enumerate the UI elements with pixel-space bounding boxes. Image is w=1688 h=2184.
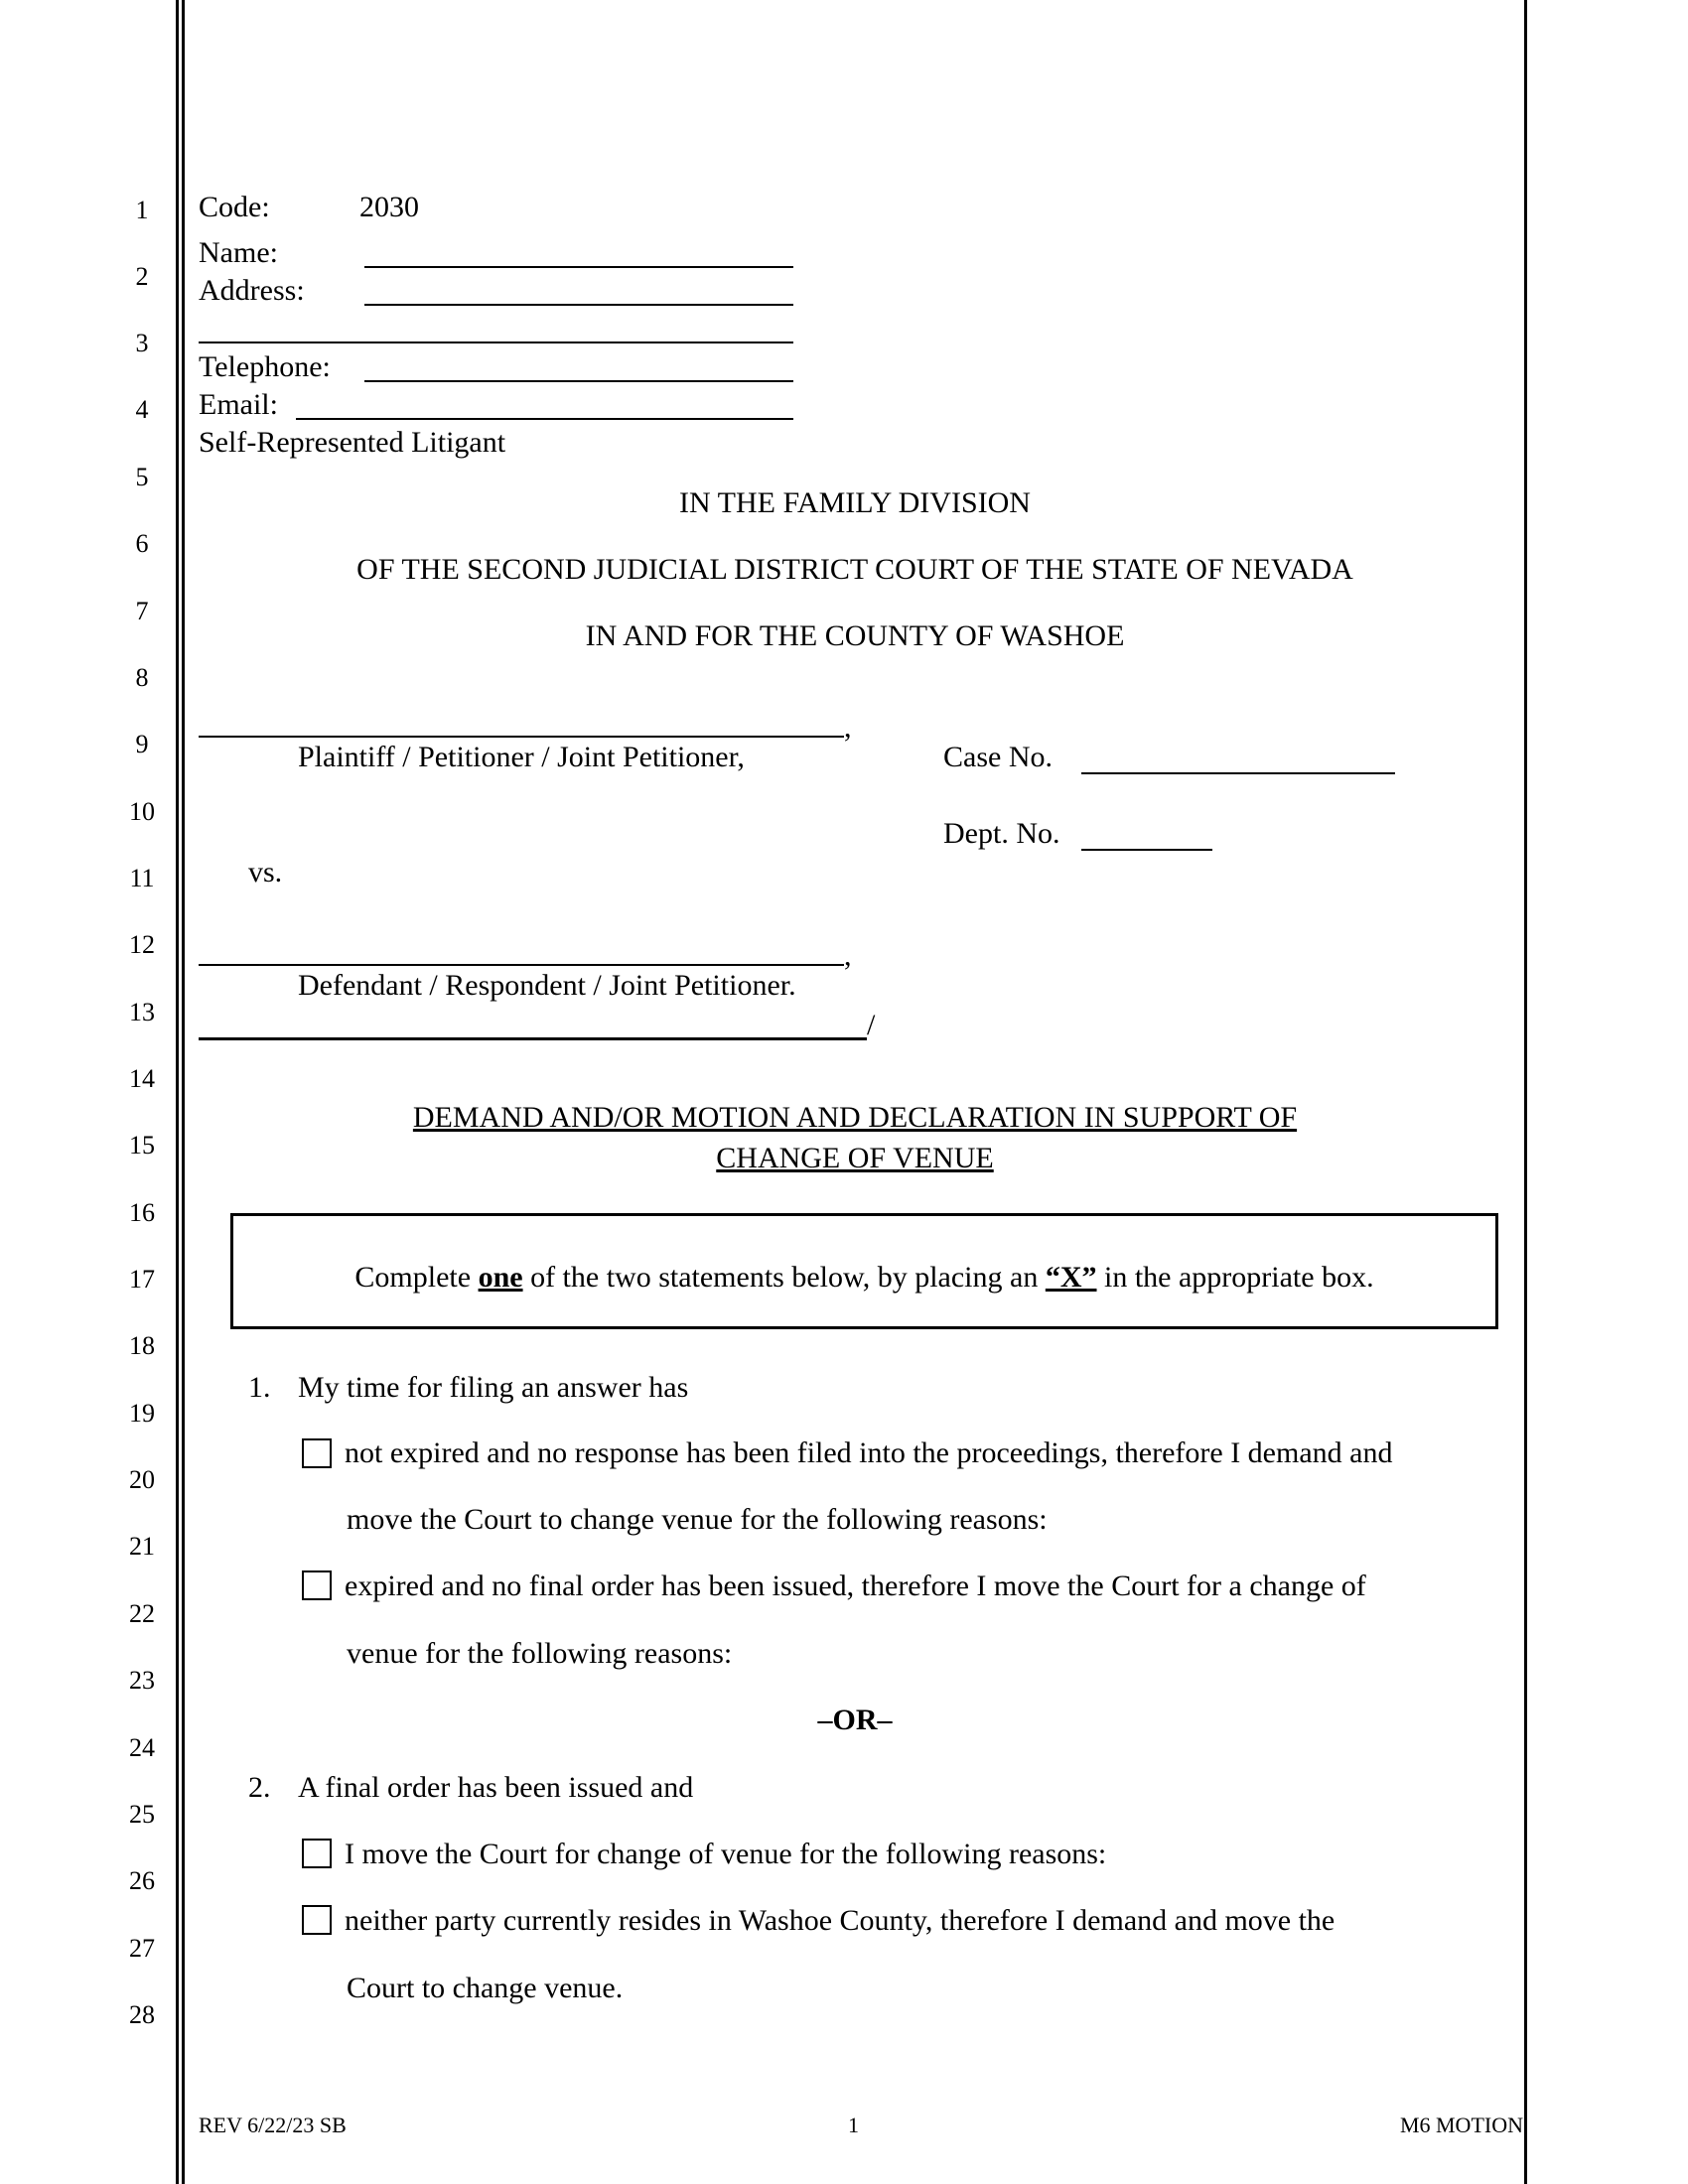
code-value: 2030 (359, 191, 419, 223)
address-field[interactable] (364, 304, 793, 306)
right-margin-rule (1524, 0, 1527, 2184)
address-label: Address: (199, 274, 305, 307)
line-number: 14 (129, 1064, 155, 1093)
statement2-number: 2. (248, 1771, 271, 1804)
statement2-option-b-checkbox[interactable] (302, 1905, 332, 1935)
line-number: 15 (129, 1131, 155, 1160)
defendant-comma: , (844, 939, 852, 972)
or-divider-text: –OR– (817, 1704, 893, 1736)
line-number: 10 (129, 797, 155, 826)
line-number: 18 (129, 1331, 155, 1360)
instruction-emphasis-one: one (478, 1261, 523, 1294)
name-field[interactable] (364, 266, 793, 268)
instruction-part1: Complete (354, 1261, 479, 1294)
versus-label: vs. (248, 856, 283, 888)
footer-revision: REV 6/22/23 SB (199, 2113, 347, 2137)
line-number: 25 (129, 1800, 155, 1829)
case-no-label: Case No. (943, 741, 1053, 773)
caption-slash: / (867, 1009, 876, 1041)
statement2-text: A final order has been issued and (298, 1771, 694, 1804)
statement1-number: 1. (248, 1371, 271, 1404)
line-number: 5 (135, 463, 149, 491)
statement1-text: My time for filing an answer has (298, 1371, 689, 1404)
statement1-option-b-line2: venue for the following reasons: (347, 1637, 733, 1670)
case-no-field[interactable] (1081, 772, 1395, 774)
dept-no-field[interactable] (1081, 849, 1212, 851)
email-label: Email: (199, 388, 278, 421)
footer-form-id: M6 MOTION (1399, 2113, 1523, 2137)
code-label: Code: (199, 191, 270, 223)
footer-page-number: 1 (848, 2113, 859, 2137)
litigant-label: Self-Represented Litigant (199, 426, 506, 459)
instruction-emphasis-x: “X” (1045, 1261, 1097, 1294)
document-title-line1: DEMAND AND/OR MOTION AND DECLARATION IN SUPPORT OF (412, 1101, 1298, 1134)
line-number: 1 (135, 196, 149, 224)
line-number: 6 (135, 529, 149, 558)
line-number: 12 (129, 930, 155, 959)
left-margin-rule-inner (182, 0, 185, 2184)
instruction-part3: in the appropriate box. (1096, 1261, 1374, 1294)
plaintiff-comma: , (844, 711, 852, 744)
left-margin-rule-outer (176, 0, 179, 2184)
address-field-line2[interactable] (199, 341, 793, 343)
line-number: 9 (135, 730, 149, 758)
line-number: 27 (129, 1934, 155, 1963)
plaintiff-name-field[interactable] (199, 736, 844, 738)
line-number: 22 (129, 1599, 155, 1628)
document-title-line2: CHANGE OF VENUE (716, 1142, 994, 1174)
name-label: Name: (199, 236, 278, 269)
line-number: 19 (129, 1399, 155, 1428)
court-county: IN AND FOR THE COUNTY OF WASHOE (585, 619, 1125, 652)
statement2-option-b-line1: neither party currently resides in Washoe County, therefore I demand and move the (345, 1904, 1336, 1937)
defendant-name-field[interactable] (199, 964, 844, 966)
court-division: IN THE FAMILY DIVISION (679, 486, 1031, 519)
email-field[interactable] (296, 418, 793, 420)
statement2-option-a: I move the Court for change of venue for the following reasons: (345, 1838, 1107, 1870)
line-number: 3 (135, 329, 149, 357)
line-number: 20 (129, 1465, 155, 1494)
or-divider (185, 1704, 1525, 1737)
line-number: 4 (135, 395, 149, 424)
line-number: 23 (129, 1666, 155, 1695)
statement1-option-a-checkbox[interactable] (302, 1438, 332, 1468)
telephone-field[interactable] (364, 380, 793, 382)
instruction-text (230, 1261, 1498, 1295)
line-number: 13 (129, 998, 155, 1026)
telephone-label: Telephone: (199, 350, 331, 383)
statement2-option-b-line2: Court to change venue. (347, 1972, 624, 2004)
instruction-part2: of the two statements below, by placing an (522, 1261, 1046, 1294)
line-number: 21 (129, 1532, 155, 1561)
line-number: 8 (135, 663, 149, 692)
line-number: 16 (129, 1198, 155, 1227)
line-number: 26 (129, 1866, 155, 1895)
statement1-option-b-line1: expired and no final order has been issued, therefore I move the Court for a change of (345, 1570, 1366, 1602)
line-number: 11 (129, 864, 155, 892)
defendant-label: Defendant / Respondent / Joint Petitioner. (298, 969, 796, 1002)
line-number: 2 (135, 262, 149, 291)
line-number: 7 (135, 597, 149, 625)
dept-no-label: Dept. No. (943, 817, 1060, 850)
statement2-option-a-checkbox[interactable] (302, 1839, 332, 1868)
plaintiff-label: Plaintiff / Petitioner / Joint Petitioner, (298, 741, 745, 773)
caption-closing-rule (199, 1037, 867, 1040)
line-number: 24 (129, 1733, 155, 1762)
line-number: 17 (129, 1265, 155, 1294)
statement1-option-a-line1: not expired and no response has been filed into the proceedings, therefore I demand and (345, 1436, 1393, 1469)
statement1-option-b-checkbox[interactable] (302, 1570, 332, 1600)
line-number: 28 (129, 2000, 155, 2029)
court-name: OF THE SECOND JUDICIAL DISTRICT COURT OF THE STATE OF NEVADA (356, 553, 1353, 586)
statement1-option-a-line2: move the Court to change venue for the following reasons: (347, 1503, 1048, 1536)
